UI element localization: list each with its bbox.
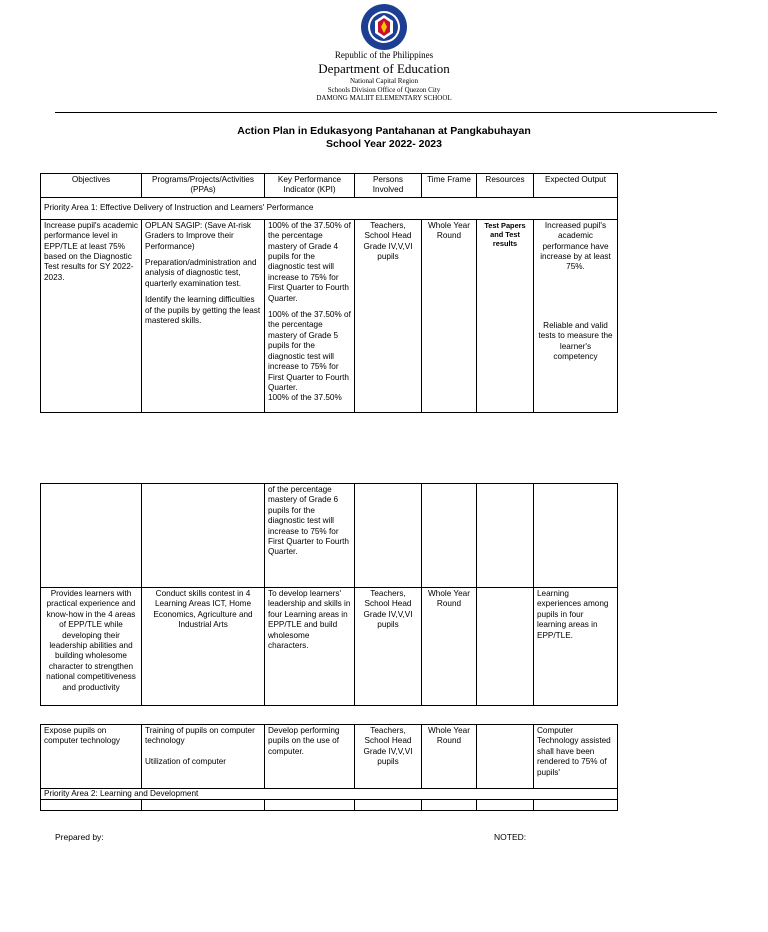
empty-cell xyxy=(265,800,355,811)
resources-cell xyxy=(477,588,534,706)
ppa-cell xyxy=(142,725,265,789)
resources-cell xyxy=(477,484,534,588)
objective-cell xyxy=(41,484,142,588)
header-divider xyxy=(55,112,717,113)
ppa-item: Utilization of computer xyxy=(145,756,226,766)
document-title: Action Plan in Edukasyong Pantahanan at Pangkabuhayan xyxy=(237,125,531,137)
ppa-cell xyxy=(142,219,265,412)
action-plan-table-continued xyxy=(40,483,618,706)
kpi-item: 100% of the 37.50% of the percentage mastery of Grade 5 pupils for the diagnostic test will increase to 75% for First Quarter to Fourth Quarter. xyxy=(268,310,351,392)
prepared-by-label: Prepared by: xyxy=(55,832,104,842)
col-header: Expected Output xyxy=(534,174,618,198)
table-row xyxy=(41,725,618,789)
kpi-cell: To develop learners' leadership and skills in four Learning areas in EPP/TLE and build wholesome characters. xyxy=(265,588,355,706)
deped-seal xyxy=(360,3,408,51)
ppa-cell: Conduct skills contest in 4 Learning Areas ICT, Home Economics, Agriculture and Industrial Arts xyxy=(142,588,265,706)
objective-cell: Expose pupils on computer technology xyxy=(41,725,142,789)
kpi-item: 100% of the 37.50% of the percentage mastery of Grade 4 pupils for the diagnostic test will increase to 75% for First Quarter to Fourth Quarter. xyxy=(268,220,351,303)
empty-cell xyxy=(477,800,534,811)
empty-cell xyxy=(422,800,477,811)
republic-text: Republic of the Philippines xyxy=(334,50,434,60)
persons-cell: Teachers, School Head Grade IV,V,VI pupils xyxy=(355,219,422,412)
department-name: Department of Education xyxy=(318,61,450,76)
output-cell: Learning experiences among pupils in four learning areas in EPP/TLE. xyxy=(534,588,618,706)
table-row xyxy=(41,800,618,811)
table-header-row xyxy=(41,174,618,198)
col-header: Persons Involved xyxy=(355,174,422,198)
priority-area-row xyxy=(41,789,618,800)
empty-cell xyxy=(41,800,142,811)
kpi-cell xyxy=(265,219,355,412)
persons-cell: Teachers, School Head Grade IV,V,VI pupils xyxy=(355,725,422,789)
objective-cell: Provides learners with practical experience and know-how in the 4 areas of EPP/TLE while developing their leadership abilities and building wholesome character to strengthen national competitiveness and productivity xyxy=(41,588,142,706)
noted-label: NOTED: xyxy=(494,832,527,842)
priority-area-1: Priority Area 1: Effective Delivery of Instruction and Learners' Performance xyxy=(41,197,618,219)
objective-cell: Increase pupil's academic performance level in EPP/TLE at least 75% based on the Diagnostic Test results for SY 2022-2023. xyxy=(41,219,142,412)
col-header: Resources xyxy=(477,174,534,198)
kpi-cell: Develop performing pupils on the use of computer. xyxy=(265,725,355,789)
output-cell xyxy=(534,219,618,412)
persons-cell: Teachers, School Head Grade IV,V,VI pupils xyxy=(355,588,422,706)
resources-cell: Test Papers and Test results xyxy=(477,219,534,412)
ppa-item: Training of pupils on computer technology xyxy=(145,726,255,746)
col-header: Programs/Projects/Activities (PPAs) xyxy=(142,174,265,198)
priority-area-row xyxy=(41,197,618,219)
col-header: Objectives xyxy=(41,174,142,198)
empty-cell xyxy=(534,800,618,811)
timeframe-cell: Whole Year Round xyxy=(422,725,477,789)
persons-cell xyxy=(355,484,422,588)
timeframe-cell xyxy=(422,484,477,588)
empty-cell xyxy=(355,800,422,811)
resources-cell xyxy=(477,725,534,789)
output-cell xyxy=(534,484,618,588)
timeframe-cell: Whole Year Round xyxy=(422,219,477,412)
action-plan-table xyxy=(40,173,618,413)
table-row xyxy=(41,219,618,412)
kpi-cell: of the percentage mastery of Grade 6 pupils for the diagnostic test will increase to 75% for First Quarter to Fourth Quarter. xyxy=(265,484,355,588)
action-plan-table-computer xyxy=(40,724,618,811)
region-text: National Capital Region xyxy=(349,77,419,85)
ppa-item: OPLAN SAGIP: (Save At-risk Graders to Improve their Performance) xyxy=(145,220,252,251)
division-text: Schools Division Office of Quezon City xyxy=(327,86,441,94)
col-header: Time Frame xyxy=(422,174,477,198)
output-item: Increased pupil's academic performance have increase by at least 75%. xyxy=(540,220,611,272)
output-item: Reliable and valid tests to measure the learner's competency xyxy=(538,320,613,362)
output-cell: Computer Technology assisted shall have been rendered to 75% of pupils' xyxy=(534,725,618,789)
table-row xyxy=(41,484,618,588)
ppa-cell xyxy=(142,484,265,588)
ppa-item: Preparation/administration and analysis of diagnostic test, quarterly examination test. xyxy=(145,258,257,288)
empty-cell xyxy=(142,800,265,811)
col-header: Key Performance Indicator (KPI) xyxy=(265,174,355,198)
priority-area-2: Priority Area 2: Learning and Development xyxy=(41,789,618,800)
school-year: School Year 2022- 2023 xyxy=(326,138,442,150)
kpi-item: 100% of the 37.50% xyxy=(268,393,342,403)
school-name: DAMONG MALIIT ELEMENTARY SCHOOL xyxy=(316,94,452,102)
ppa-item: Identify the learning difficulties of the pupils by getting the least mastered skills. xyxy=(145,295,261,326)
timeframe-cell: Whole Year Round xyxy=(422,588,477,706)
table-row xyxy=(41,588,618,706)
